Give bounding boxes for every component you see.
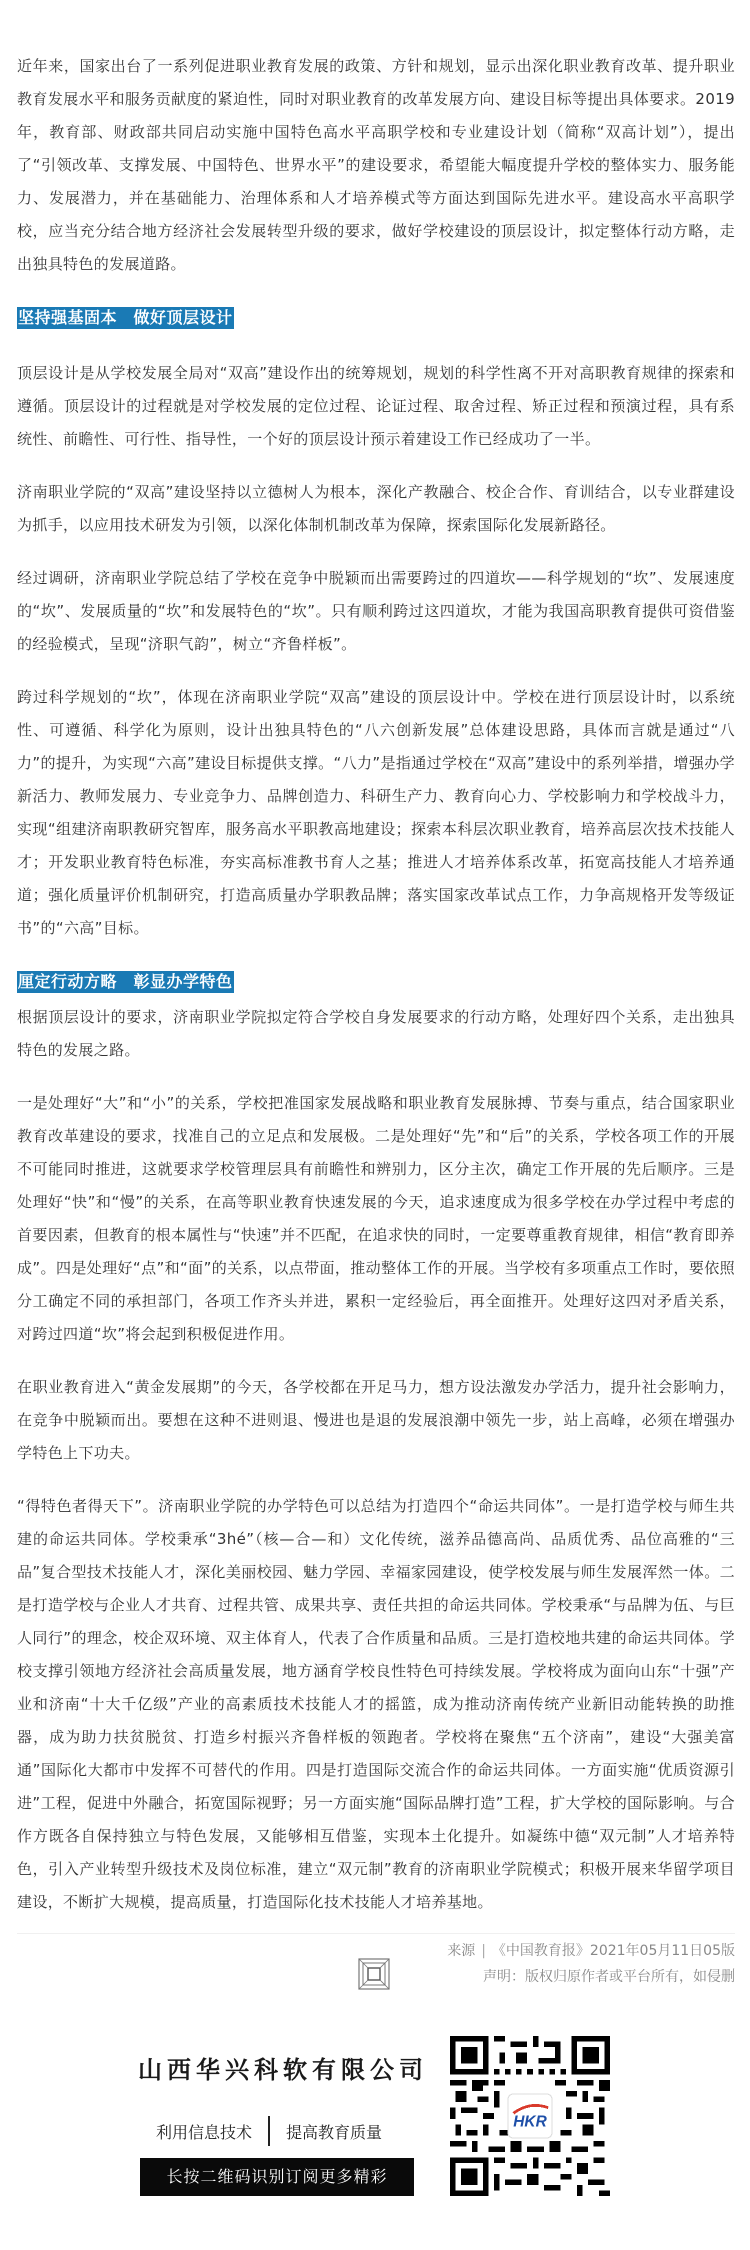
paragraph: 一是处理好“大”和“小”的关系，学校把准国家发展战略和职业教育发展脉搏、节奏与重点，结合国家职业教育改革建设的要求，找准自己的立足点和发展极。二是处理好“先”和“后”的关系，学校各项工作的开展不可能同时推进，这就要求学校管理层具有前瞻性和辨别力，区分主次，确定工作开展的先后顺序。三是处理好“快”和“慢”的关系，在高等职业教育快速发展的今天，追求速度成为很多学校在办学过程中考虑的首要因素，但教育的根本属性与“快速”并不匹配，在追求快的同时，一定要尊重教育规律，相信“教育即养成”。四是处理好“点”和“面”的关系，以点带面，推动整体工作的开展。当学校有多项重点工作时，要依照分工确定不同的承担部门，各项工作齐头并进，累积一定经验后，再全面推开。处理好这四对矛盾关系，对跨过四道“坎”将会起到积极促进作用。 bbox=[17, 1094, 735, 1343]
slogan bbox=[156, 2116, 382, 2146]
section-heading-1-text: 坚持强基固本 做好顶层设计 bbox=[18, 308, 233, 327]
disclaimer: 声明：版权归原作者或平台所有，如侵删 bbox=[483, 1969, 735, 1985]
nested-square-icon bbox=[358, 1958, 390, 1990]
separator: | bbox=[481, 1943, 486, 1959]
company-name: 山西华兴科软有限公司 bbox=[138, 2056, 428, 2084]
paragraph: 跨过科学规划的“坎”，体现在济南职业学院“双高”建设的顶层设计中。学校在进行顶层设计时，以系统性、可遵循、科学化为原则，设计出独具特色的“八六创新发展”总体建设思路，具体而言就是通过“八力”的提升，为实现“六高”建设目标提供支撑。“八力”是指通过学校在“双高”建设中的系列举措，增强办学新活力、教师发展力、专业竞争力、品牌创造力、科研生产力、教育向心力、学校影响力和学校战斗力，实现“组建济南职教研究智库，服务高水平职教高地建设；探索本科层次职业教育，培养高层次技术技能人才；开发职业教育特色标准，夯实高标准教书育人之基；推进人才培养体系改革，拓宽高技能人才培养通道；强化质量评价机制研究，打造高质量办学职教品牌；落实国家改革试点工作，力争高规格开发等级证书”的“六高”目标。 bbox=[17, 688, 735, 937]
section-heading-2-text: 厘定行动方略 彰显办学特色 bbox=[18, 972, 233, 991]
paragraph: 在职业教育进入“黄金发展期”的今天，各学校都在开足马力，想方设法激发办学活力，提升社会影响力，在竞争中脱颖而出。要想在这种不进则退、慢进也是退的发展浪潮中领先一步，站上高峰，必须在增强办学特色上下功夫。 bbox=[17, 1378, 735, 1462]
paragraph: 顶层设计是从学校发展全局对“双高”建设作出的统筹规划，规划的科学性离不开对高职教育规律的探索和遵循。顶层设计的过程就是对学校发展的定位过程、论证过程、取舍过程、矫正过程和预演过程，具有系统性、前瞻性、可行性、指导性，一个好的顶层设计预示着建设工作已经成功了一半。 bbox=[17, 364, 735, 448]
subscribe-cta: 长按二维码识别订阅更多精彩 bbox=[140, 2158, 414, 2196]
source-label: 来源 bbox=[447, 1943, 476, 1959]
slogan-left: 利用信息技术 bbox=[156, 2122, 253, 2142]
paragraph: 经过调研，济南职业学院总结了学校在竞争中脱颖而出需要跨过的四道坎——科学规划的“坎”、发展速度的“坎”、发展质量的“坎”和发展特色的“坎”。只有顺利跨过这四道坎，才能为我国高职教育提供可资借鉴的经验模式，呈现“济职气韵”，树立“齐鲁样板”。 bbox=[17, 569, 735, 653]
section-heading-2 bbox=[17, 971, 735, 995]
paragraph: “得特色者得天下”。济南职业学院的办学特色可以总结为打造四个“命运共同体”。一是打造学校与师生共建的命运共同体。学校秉承“3hé”（核—合—和）文化传统，滋养品德高尚、品质优秀、品位高雅的“三品”复合型技术技能人才，深化美丽校园、魅力学园、幸福家园建设，使学校发展与师生发展浑然一体。二是打造学校与企业人才共育、过程共管、成果共享、责任共担的命运共同体。学校秉承“与品牌为伍、与巨人同行”的理念，校企双环境、双主体育人，代表了合作质量和品质。三是打造校地共建的命运共同体。学校支撑引领地方经济社会高质量发展，地方涵育学校良性特色可持续发展。学校将成为面向山东“十强”产业和济南“十大千亿级”产业的高素质技术技能人才的摇篮，成为推动济南传统产业新旧动能转换的助推器，成为助力扶贫脱贫、打造乡村振兴齐鲁样板的领跑者。学校将在聚焦“五个济南”，建设“大强美富通”国际化大都市中发挥不可替代的作用。四是打造国际交流合作的命运共同体。一方面实施“优质资源引进”工程，促进中外融合，拓宽国际视野；另一方面实施“国际品牌打造”工程，扩大学校的国际影响。与合作方既各自保持独立与特色发展，又能够相互借鉴，实现本土化提升。如凝练中德“双元制”人才培养特色，引入产业转型升级技术及岗位标准，建立“双元制”教育的济南职业学院模式；积极开展来华留学项目建设，不断扩大规模，提高质量，打造国际化技术技能人才培养基地。 bbox=[17, 1497, 735, 1911]
divider bbox=[17, 1933, 735, 1934]
qr-code[interactable] bbox=[450, 2036, 610, 2196]
slogan-divider bbox=[268, 2116, 270, 2146]
article-body bbox=[17, 50, 735, 1990]
qr-logo-text: HKR bbox=[513, 2113, 547, 2131]
intro-paragraph: 近年来，国家出台了一系列促进职业教育发展的政策、方针和规划，显示出深化职业教育改革、提升职业教育发展水平和服务贡献度的紧迫性，同时对职业教育的改革发展方向、建设目标等提出具体要求。2019年，教育部、财政部共同启动实施中国特色高水平高职学校和专业建设计划（简称“双高计划”），提出了“引领改革、支撑发展、中国特色、世界水平”的建设要求，希望能大幅度提升学校的整体实力、服务能力、发展潜力，并在基础能力、治理体系和人才培养模式等方面达到国际先进水平。建设高水平高职学校，应当充分结合地方经济社会发展转型升级的要求，做好学校建设的顶层设计，拟定整体行动方略，走出独具特色的发展道路。 bbox=[17, 57, 735, 273]
source-value: 《中国教育报》2021年05月11日05版 bbox=[491, 1943, 735, 1959]
slogan-right: 提高教育质量 bbox=[286, 2122, 383, 2142]
subscribe-card bbox=[120, 2020, 640, 2230]
paragraph: 根据顶层设计的要求，济南职业学院拟定符合学校自身发展要求的行动方略，处理好四个关系，走出独具特色的发展之路。 bbox=[17, 1008, 735, 1059]
section-heading-1 bbox=[17, 307, 735, 331]
paragraph: 济南职业学院的“双高”建设坚持以立德树人为根本，深化产教融合、校企合作、育训结合，以专业群建设为抓手，以应用技术研发为引领，以深化体制机制改革为保障，探索国际化发展新路径。 bbox=[17, 483, 735, 534]
